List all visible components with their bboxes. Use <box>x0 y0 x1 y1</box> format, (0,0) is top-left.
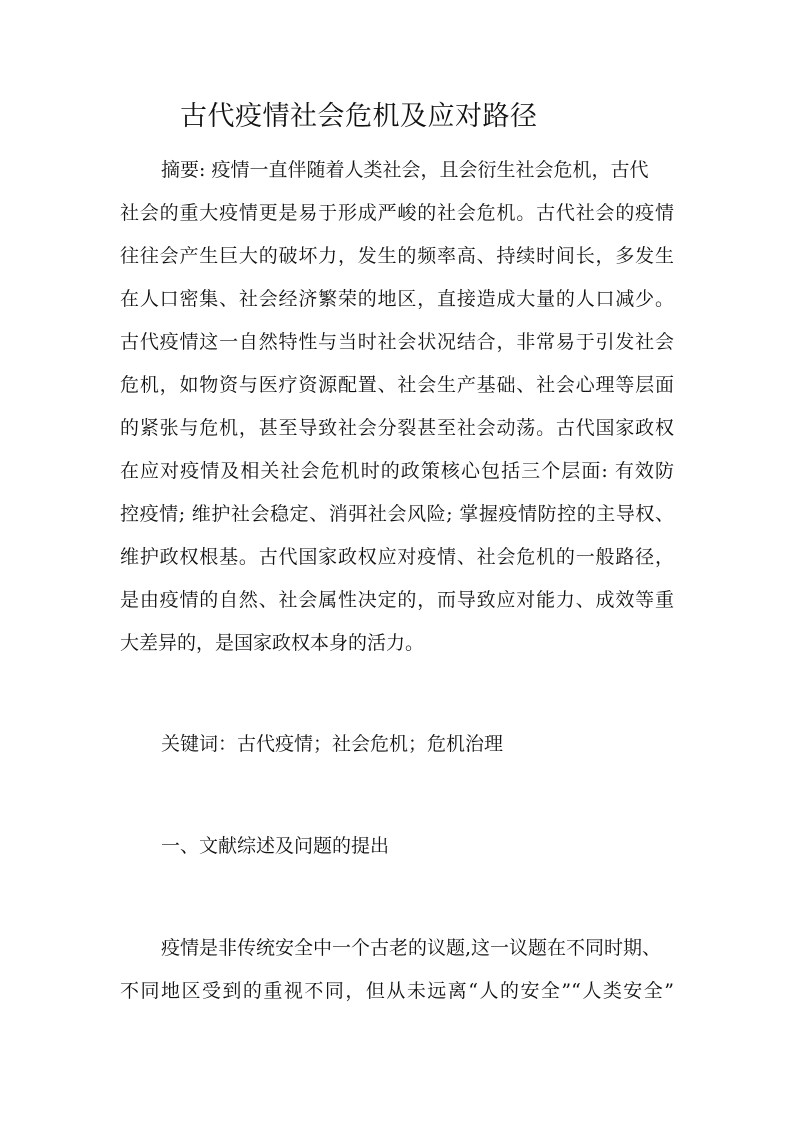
keywords: 关键词：古代疫情；社会危机；危机治理 <box>161 733 504 755</box>
abstract-line: 在人口密集、社会经济繁荣的地区，直接造成大量的人口减少。 <box>120 288 674 310</box>
abstract-line: 的紧张与危机，甚至导致社会分裂甚至社会动荡。古代国家政权 <box>120 417 674 439</box>
abstract-line: 在应对疫情及相关社会危机时的政策核心包括三个层面: 有效防 <box>120 460 674 482</box>
abstract-line: 摘要: 疫情一直伴随着人类社会，且会衍生社会危机，古代 <box>161 159 649 181</box>
abstract-line: 危机，如物资与医疗资源配置、社会生产基础、社会心理等层面 <box>120 374 674 396</box>
document-title: 古代疫情社会危机及应对路径 <box>180 101 538 132</box>
abstract-line: 是由疫情的自然、社会属性决定的，而导致应对能力、成效等重 <box>120 589 674 611</box>
abstract-line: 控疫情; 维护社会稳定、消弭社会风险; 掌握疫情防控的主导权、 <box>120 503 674 525</box>
abstract-line: 大差异的，是国家政权本身的活力。 <box>120 632 425 654</box>
abstract-line: 维护政权根基。古代国家政权应对疫情、社会危机的一般路径， <box>120 546 674 568</box>
section-heading: 一、文献综述及问题的提出 <box>161 835 390 857</box>
abstract-line: 古代疫情这一自然特性与当时社会状况结合，非常易于引发社会 <box>120 331 674 353</box>
abstract-line: 社会的重大疫情更是易于形成严峻的社会危机。古代社会的疫情 <box>120 202 674 224</box>
abstract-line: 往往会产生巨大的破坏力，发生的频率高、持续时间长，多发生 <box>120 245 674 267</box>
body-line: 疫情是非传统安全中一个古老的议题,这一议题在不同时期、 <box>161 937 662 959</box>
body-line: 不同地区受到的重视不同，但从未远离“人的安全”“人类安全” <box>120 980 674 1002</box>
